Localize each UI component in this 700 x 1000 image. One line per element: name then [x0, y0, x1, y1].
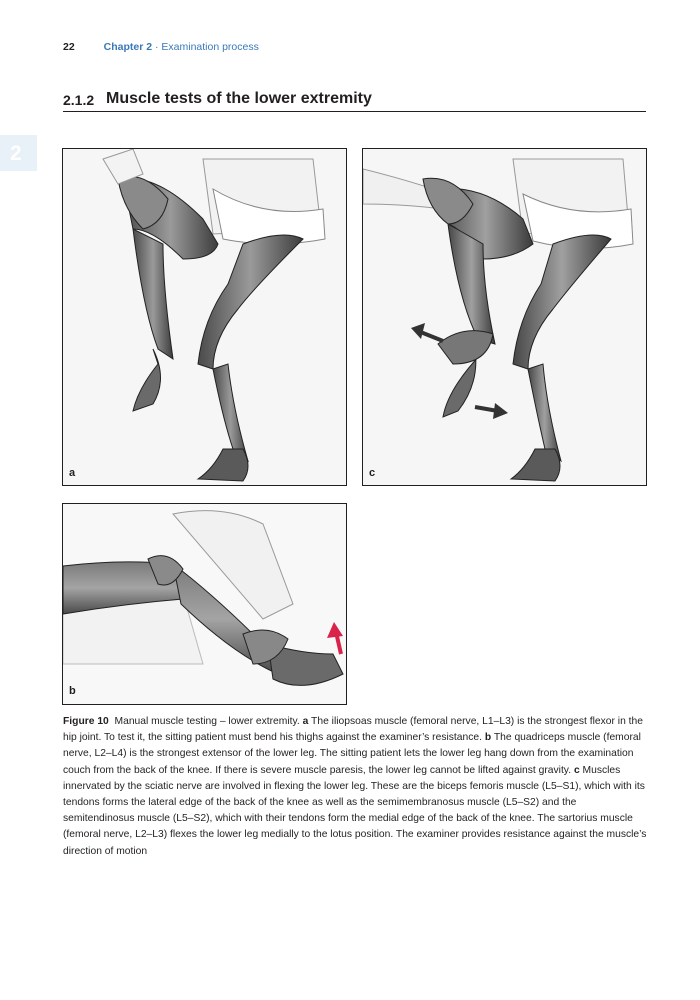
chapter-separator: · — [152, 41, 162, 53]
illustration-knee-flexion — [363, 149, 646, 485]
section-heading — [63, 89, 646, 112]
caption-figure-label: Figure 10 — [63, 716, 109, 727]
caption-intro: Manual muscle testing – lower extremity. — [114, 716, 300, 727]
page-number: 22 — [63, 41, 75, 53]
panel-label-c: c — [369, 467, 376, 479]
caption-label-c: c — [573, 764, 580, 776]
figure-caption — [63, 714, 648, 860]
figure-panel-b — [62, 503, 347, 705]
caption-text-b: The quadriceps muscle (femoral nerve, L2–L4) is the strongest extensor of the lower leg. The sitting patient lets the lower leg hang down from the examination couch from the back of the knee. If there is severe muscle paresis, the lower leg cannot be lifted against gravity. — [63, 732, 641, 776]
panel-label-a: a — [69, 467, 76, 479]
caption-text-c: Muscles innervated by the sciatic nerve are involved in flexing the lower leg. These are the biceps femoris muscle (L5–S1), which with its tendons forms the lateral edge of the back of the knee as well as the semimembranosus muscle (L5–S2) and the semitendinosus muscle (L5–S2), which with their tendons form the medial edge of the back of the knee. The sartorius muscle (femoral nerve, L2–L3) flexes the lower leg medially to the lotus position. The examiner provides resistance against the muscle’s direction of motion — [63, 764, 647, 857]
section-number: 2.1.2 — [63, 92, 95, 108]
chapter-title: Examination process — [161, 41, 259, 53]
caption-label-a: a — [302, 716, 309, 727]
chapter-tab — [0, 135, 37, 171]
caption-label-b: b — [484, 732, 492, 744]
page-header — [63, 41, 259, 53]
illustration-knee-extension — [63, 504, 346, 704]
chapter-label: Chapter 2 — [103, 41, 153, 53]
figure-panel-c — [362, 148, 647, 486]
illustration-hip-flexion — [63, 149, 346, 485]
panel-label-b: b — [69, 685, 76, 697]
section-title: Muscle tests of the lower extremity — [106, 90, 372, 107]
caption-text-a: The iliopsoas muscle (femoral nerve, L1–L3) is the strongest flexor in the hip joint. To test it, the sitting patient must bend his thighs against the examiner’s resistance. — [63, 716, 643, 744]
figure-panel-a — [62, 148, 347, 486]
chapter-tab-number: 2 — [10, 142, 22, 165]
